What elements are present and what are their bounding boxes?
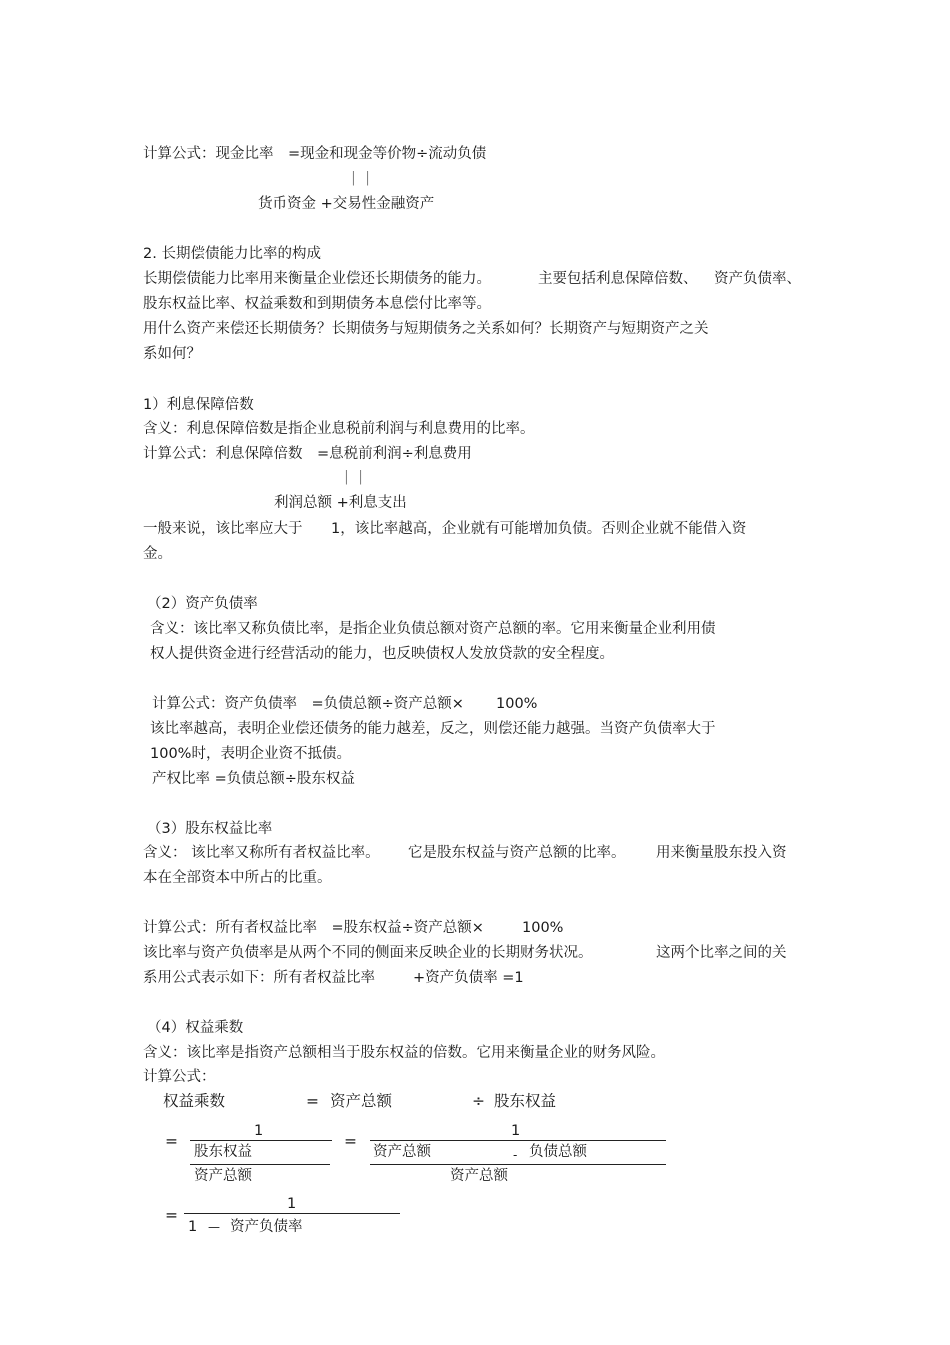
formula-minus: -: [513, 1148, 518, 1162]
paragraph-text: 股东权益比率、权益乘数和到期债务本息偿付比率等。: [143, 296, 491, 312]
definition-text: 本在全部资本中所占的比重。: [143, 870, 332, 886]
fraction-bar: [190, 1164, 330, 1165]
interest-coverage-breakdown: 利润总额 +利息支出: [274, 495, 407, 511]
owner-equity-ratio-formula: 计算公式：所有者权益比率 =股东权益÷资产总额×: [143, 920, 484, 936]
fraction-term: 资产负债率: [230, 1219, 303, 1235]
paragraph-text: 资产负债率、: [714, 271, 801, 287]
definition-text: 含义： 该比率又称所有者权益比率。: [143, 845, 380, 861]
definition-text: 用来衡量股东投入资: [656, 845, 787, 861]
interest-coverage-formula: 计算公式：利息保障倍数 =息税前利润÷利息费用: [143, 446, 472, 462]
fraction-bar: [370, 1164, 666, 1165]
debt-ratio-formula: 计算公式：资产负债率 =负债总额÷资产总额×: [152, 696, 464, 712]
fraction-bar: [370, 1140, 666, 1141]
definition-text: 含义：该比率又称负债比率，是指企业负债总额对资产总额的率。它用来衡量企业利用债: [150, 621, 716, 637]
fraction-term: 资产总额: [373, 1144, 431, 1160]
paragraph-text: +资产负债率 =1: [413, 970, 524, 986]
formula-minus: —: [208, 1220, 220, 1234]
fraction-numerator: 1: [511, 1123, 521, 1139]
paragraph-text: 1，该比率越高，企业就有可能增加负债。否则企业就不能借入资: [331, 521, 747, 537]
definition-text: 含义：该比率是指资产总额相当于股东权益的倍数。它用来衡量企业的财务风险。: [143, 1045, 665, 1061]
cash-ratio-breakdown: 货币资金 +交易性金融资产: [258, 196, 435, 212]
paragraph-text: 主要包括利息保障倍数、: [538, 271, 698, 287]
formula-equals: =: [306, 1092, 319, 1110]
paragraph-text: 用什么资产来偿还长期债务？长期债务与短期债务之关系如何？长期资产与短期资产之关: [143, 321, 709, 337]
formula-label: 计算公式：: [143, 1069, 216, 1085]
definition-text: 它是股东权益与资产总额的比率。: [408, 845, 626, 861]
subsection-heading-debt-ratio: （2）资产负债率: [147, 596, 258, 612]
formula-bars: ｜｜: [346, 172, 375, 188]
fraction-term: 1: [188, 1219, 198, 1235]
section-heading-long-term: 2. 长期偿债能力比率的构成: [143, 246, 321, 262]
paragraph-text: 一般来说，该比率应大于: [143, 521, 303, 537]
fraction-term: 股东权益: [194, 1144, 252, 1160]
fraction-bar: [190, 1140, 332, 1141]
formula-divide: ÷: [472, 1092, 485, 1110]
formula-equals: =: [165, 1132, 178, 1150]
formula-equals: =: [165, 1206, 178, 1224]
cash-ratio-formula: 计算公式：现金比率 =现金和现金等价物÷流动负债: [143, 146, 487, 162]
fraction-bar: [184, 1213, 400, 1214]
formula-term: 资产总额: [330, 1092, 393, 1110]
fraction-numerator: 1: [287, 1196, 297, 1212]
definition-text: 权人提供资金进行经营活动的能力，也反映债权人发放贷款的安全程度。: [150, 646, 614, 662]
owner-equity-ratio-percent: 100%: [522, 920, 564, 936]
subsection-heading-equity-multiplier: （4）权益乘数: [147, 1020, 244, 1036]
paragraph-text: 长期偿债能力比率用来衡量企业偿还长期债务的能力。: [143, 271, 491, 287]
formula-term: 股东权益: [494, 1092, 557, 1110]
equity-ratio-formula: 产权比率 =负债总额÷股东权益: [152, 771, 355, 787]
paragraph-text: 系如何？: [143, 346, 201, 362]
formula-term: 权益乘数: [163, 1092, 226, 1110]
paragraph-text: 这两个比率之间的关: [656, 945, 787, 961]
fraction-numerator: 1: [254, 1123, 264, 1139]
definition-text: 含义：利息保障倍数是指企业息税前利润与利息费用的比率。: [143, 421, 535, 437]
paragraph-text: 100%时，表明企业资不抵债。: [150, 746, 351, 762]
subsection-heading-equity-ratio: （3）股东权益比率: [147, 821, 273, 837]
fraction-term: 资产总额: [194, 1168, 252, 1184]
paragraph-text: 金。: [143, 546, 172, 562]
fraction-term: 资产总额: [450, 1168, 508, 1184]
subsection-heading-interest-coverage: 1）利息保障倍数: [143, 397, 254, 413]
fraction-term: 负债总额: [529, 1144, 587, 1160]
formula-equals: =: [344, 1132, 357, 1150]
paragraph-text: 该比率与资产负债率是从两个不同的侧面来反映企业的长期财务状况。: [143, 945, 593, 961]
debt-ratio-formula-percent: 100%: [496, 696, 538, 712]
paragraph-text: 系用公式表示如下：所有者权益比率: [143, 970, 375, 986]
paragraph-text: 该比率越高，表明企业偿还债务的能力越差，反之，则偿还能力越强。当资产负债率大于: [150, 721, 716, 737]
formula-bars: ｜｜: [339, 471, 368, 487]
